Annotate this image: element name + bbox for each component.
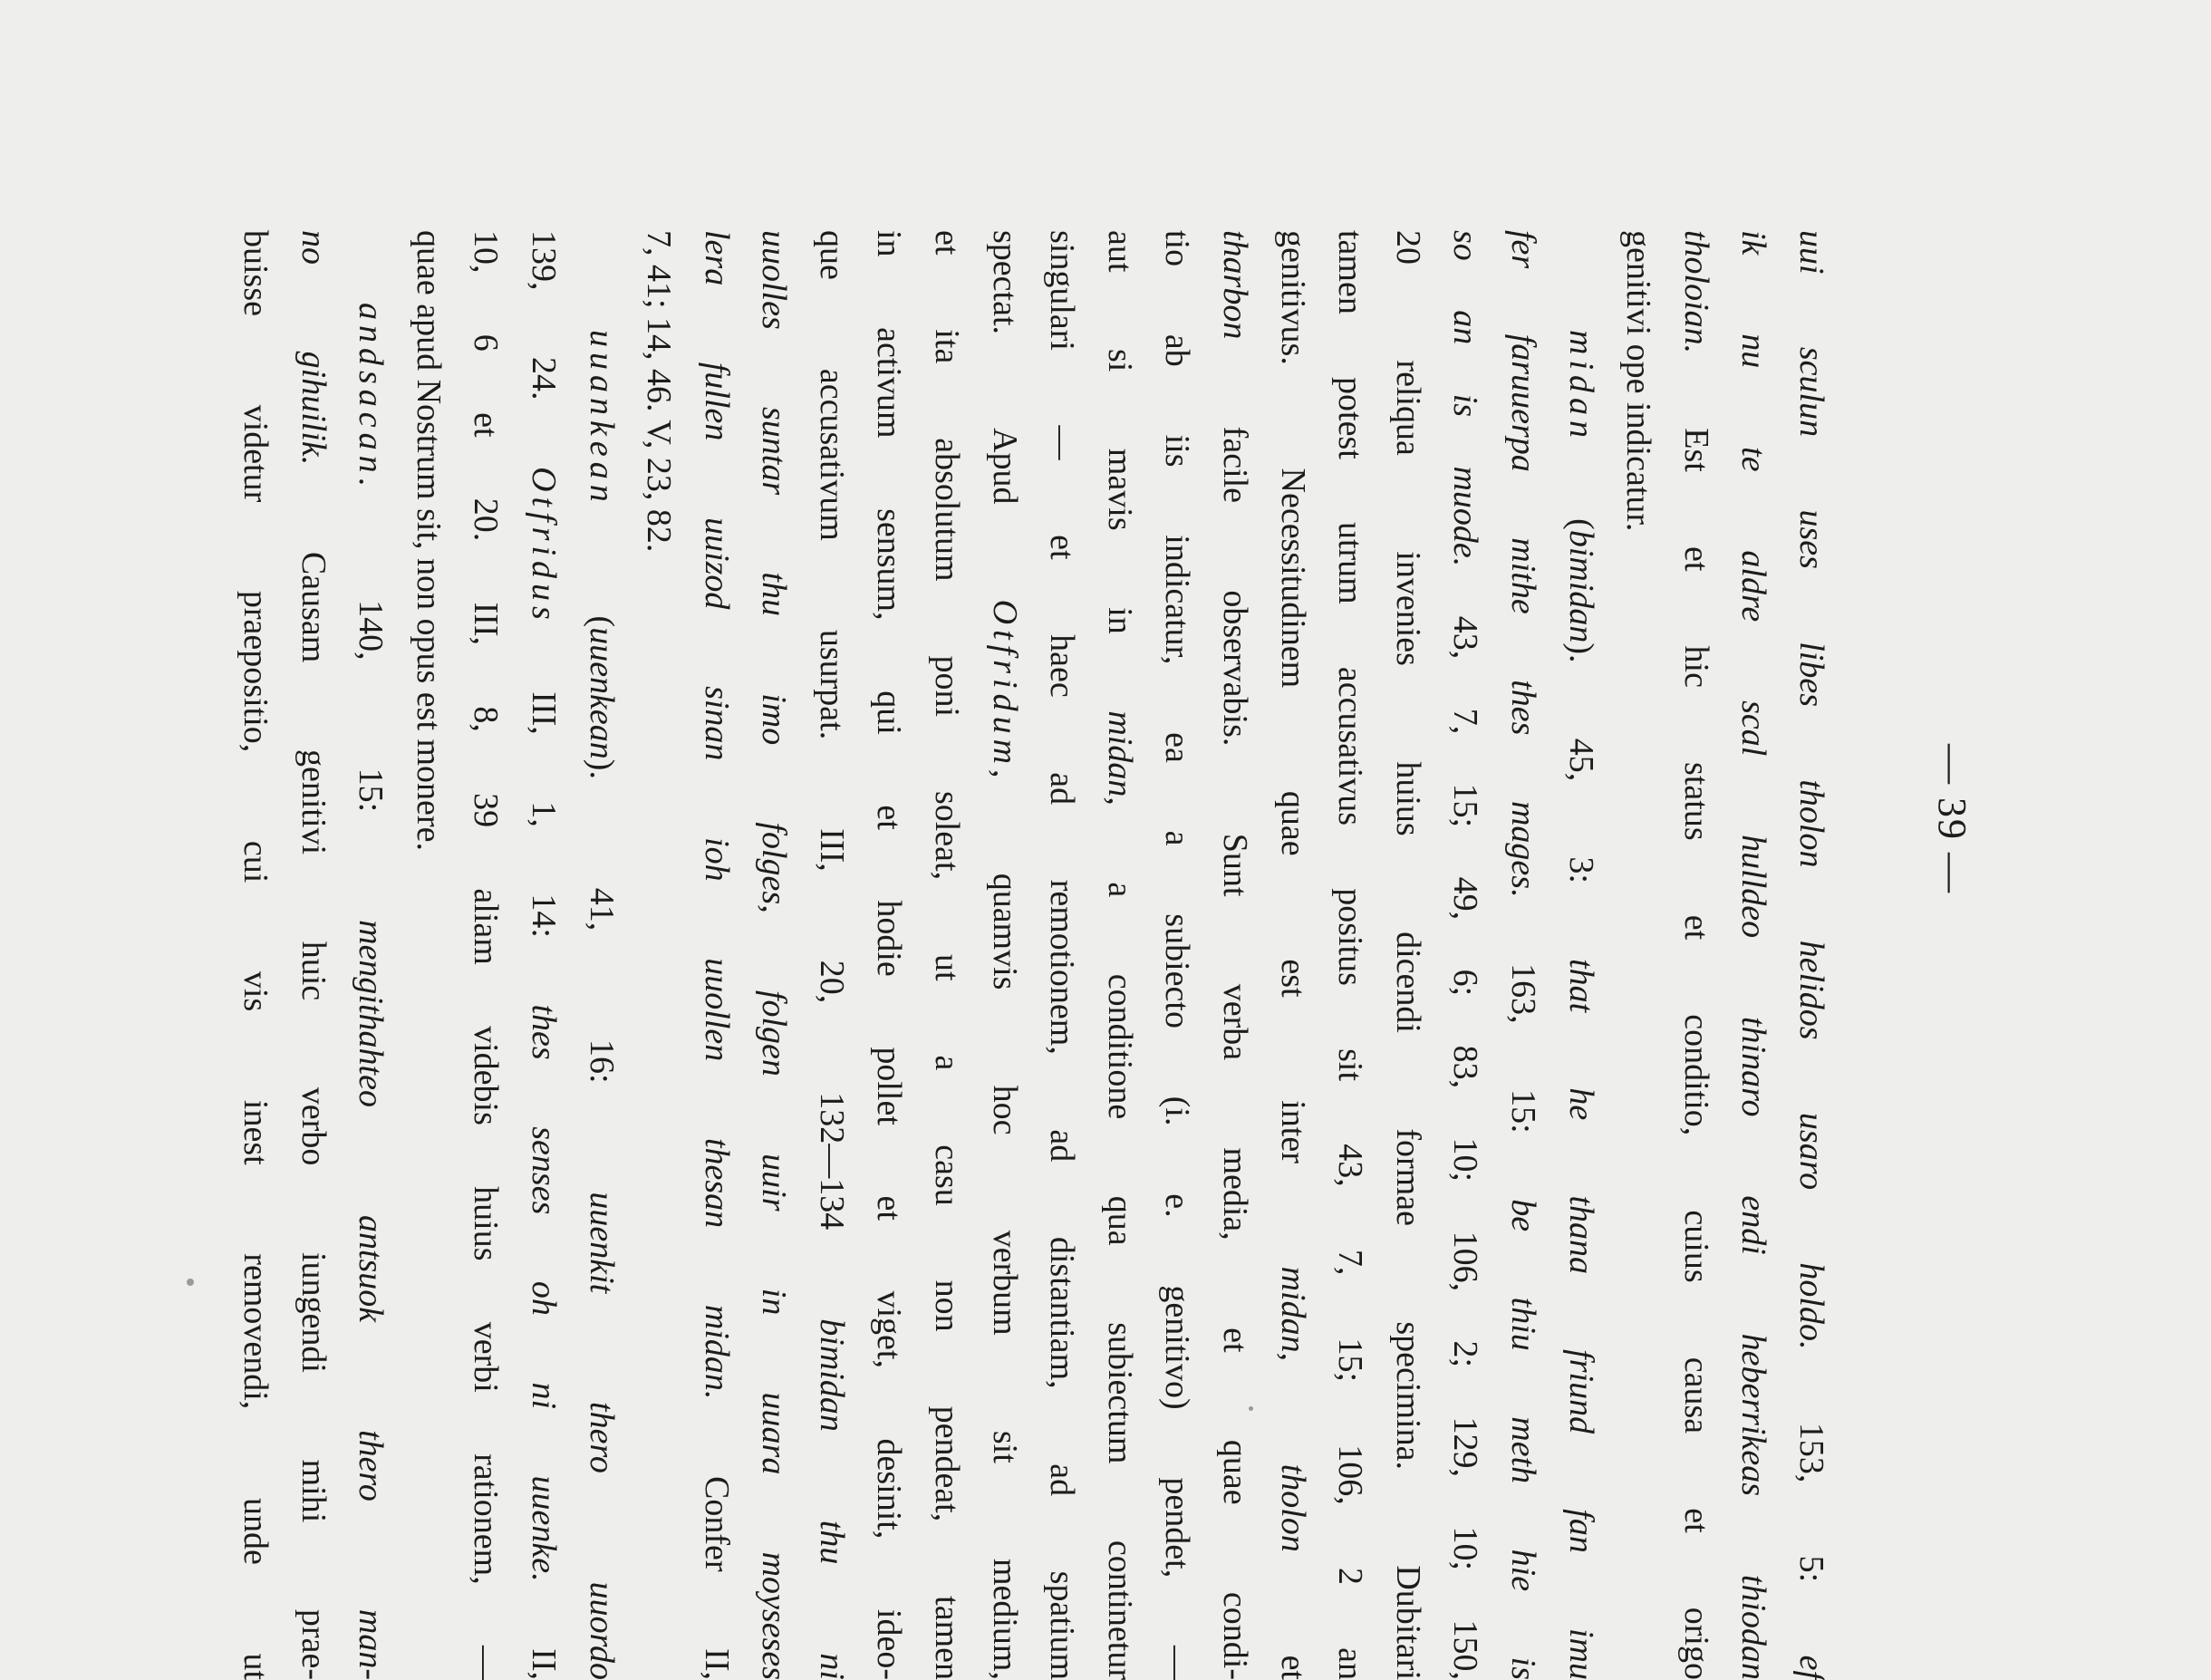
text-run: uuolles suntar thu imo folges, folgen uuir in uuara moyseses bbox=[755, 230, 794, 1680]
text-run: Est et hic status et conditio, cuius causa et origo bbox=[1676, 353, 1715, 1680]
text-run: mengithahteo antsuok thero man- bbox=[352, 920, 391, 1680]
text-run: ( bbox=[1561, 443, 1600, 530]
text-line bbox=[1321, 230, 1379, 1680]
text-line bbox=[1493, 230, 1551, 1680]
page-body-text bbox=[226, 230, 1839, 1680]
text-run: aut si mavis in bbox=[1100, 230, 1139, 711]
text-run: et ita absolutum poni soleat, ut a casu non pendeat, tamen bbox=[928, 230, 967, 1680]
text-run: spectat. Apud bbox=[985, 230, 1024, 600]
scan-speck bbox=[187, 1279, 194, 1286]
text-line bbox=[284, 230, 342, 1680]
text-line bbox=[514, 230, 572, 1680]
text-run: buisse videtur praepositio, cui vis inest removendi, unde ut bbox=[236, 230, 275, 1680]
text-line bbox=[399, 230, 457, 1680]
text-run: Otfridus bbox=[524, 467, 563, 625]
text-run: 10, 6 et 20. III, 8, 39 aliam videbis huius verbi rationem, — bbox=[467, 230, 506, 1680]
text-line bbox=[630, 230, 688, 1680]
text-line bbox=[1436, 230, 1494, 1680]
text-run: lera fullen uuizod sinan ioh uuollen thesan midan. bbox=[697, 230, 736, 1400]
text-run: fer faruuerpa mithe thes mages. bbox=[1504, 230, 1543, 898]
text-run: 43, 7, 15; 49, 6; 83, 10; 106, 2; 129, 10; 150, bbox=[1446, 566, 1485, 1680]
text-run: Confer II, bbox=[697, 1399, 736, 1680]
text-line bbox=[1263, 230, 1321, 1680]
text-line bbox=[1205, 230, 1263, 1680]
text-run: tholoian. bbox=[1676, 230, 1715, 354]
text-run: uuenkean bbox=[582, 627, 621, 759]
text-line bbox=[1033, 230, 1091, 1680]
text-run: 139, 24. bbox=[524, 230, 563, 468]
page-number-header: — 39 — bbox=[1930, 744, 1974, 894]
text-run: ). 45, 3: bbox=[1561, 642, 1600, 960]
text-run: bimidan bbox=[1561, 529, 1600, 643]
text-run: that he thana friund fan imu bbox=[1561, 959, 1600, 1680]
text-run: uuankean bbox=[582, 330, 621, 507]
text-run: in activum sensum, qui et hodie pollet et viget, desinit, ideo- bbox=[870, 230, 909, 1680]
text-line bbox=[1551, 230, 1609, 1680]
text-run: quae apud Nostrum sit, non opus est monere. bbox=[409, 230, 448, 851]
text-run: facile observabis. Sunt verba media, et quae condi- bbox=[1216, 339, 1255, 1680]
text-line bbox=[745, 230, 803, 1680]
text-run: II, bbox=[524, 1581, 563, 1680]
text-run: so an is muode. bbox=[1446, 230, 1485, 567]
text-line bbox=[572, 230, 630, 1680]
text-run: , bbox=[1273, 1352, 1312, 1464]
text-line bbox=[1724, 230, 1782, 1680]
text-run: tharbon bbox=[1216, 230, 1255, 340]
text-line bbox=[918, 230, 976, 1680]
text-run: ef bbox=[1792, 1655, 1830, 1680]
text-line bbox=[802, 230, 860, 1680]
text-run: 153, 5: bbox=[1792, 1349, 1830, 1656]
text-run: ik nu te aldre scal hulldeo thinaro endi heberrikeas thiodan bbox=[1734, 230, 1773, 1680]
text-run: midan bbox=[1561, 330, 1600, 443]
text-run: Causam genitivi huic verbo iungendi mihi prae- bbox=[294, 465, 333, 1680]
text-line bbox=[687, 230, 745, 1680]
text-run: tamen potest utrum accusativus positus sit 43, 7, 15; 106, 2 an bbox=[1331, 230, 1370, 1680]
text-run: midan bbox=[1273, 1266, 1312, 1353]
text-run: 163, 15: bbox=[1504, 897, 1543, 1200]
text-line bbox=[1609, 230, 1667, 1680]
text-line bbox=[342, 230, 400, 1680]
book-page bbox=[236, 194, 1975, 1680]
text-line bbox=[1378, 230, 1436, 1680]
text-run: tholon bbox=[1273, 1463, 1312, 1552]
text-run: no gihuilik. bbox=[294, 230, 333, 466]
text-run: , quamvis hoc verbum sit medium, bbox=[985, 769, 1024, 1680]
text-run: et bbox=[1273, 1551, 1312, 1680]
text-run: 140, 15: bbox=[352, 492, 391, 921]
text-run: uuenkit thero uuordo bbox=[582, 1192, 621, 1680]
text-line bbox=[457, 230, 515, 1680]
text-run: III, 1, 14: bbox=[524, 624, 563, 1005]
text-run: 7, 41; 14, 46. V, 23, 82. bbox=[640, 230, 679, 553]
text-run: ). 41, 16: bbox=[582, 758, 621, 1192]
text-line bbox=[860, 230, 918, 1680]
text-run: 20 reliqua invenies huius dicendi formae specimina. Dubitari bbox=[1388, 230, 1427, 1680]
text-run: singulari — et haec ad remotionem, ad distantiam, ad spatium bbox=[1043, 230, 1082, 1680]
text-run: , a conditione qua subiectum continetur bbox=[1100, 797, 1139, 1680]
text-run: tio ab iis indicatur, ea a subiecto (i. e. genitivo) pendet, — bbox=[1158, 230, 1197, 1680]
text-run: andsacan. bbox=[352, 303, 391, 493]
text-run: bimidan thu ni bbox=[812, 1318, 851, 1680]
text-run: thes senses oh ni uuenke. bbox=[524, 1004, 563, 1582]
text-run: que accusativum usurpat. III, 20, 132—134 bbox=[812, 230, 851, 1319]
text-line bbox=[226, 230, 284, 1680]
text-line bbox=[1666, 230, 1724, 1680]
text-run: Otfridum bbox=[985, 599, 1024, 770]
text-run: uui sculun uses libes tholon helidos usaro holdo. bbox=[1792, 230, 1830, 1350]
text-line bbox=[1090, 230, 1148, 1680]
text-run: genitivi ope indicatur. bbox=[1619, 230, 1658, 532]
text-run: genitivus. Necessitudinem quae est inter bbox=[1273, 230, 1312, 1267]
text-line bbox=[1148, 230, 1206, 1680]
text-run: be thiu meth hie is bbox=[1504, 1199, 1543, 1680]
text-run: midan bbox=[1100, 710, 1139, 797]
text-line bbox=[975, 230, 1033, 1680]
text-run: ( bbox=[582, 507, 621, 628]
text-line bbox=[1781, 230, 1839, 1680]
